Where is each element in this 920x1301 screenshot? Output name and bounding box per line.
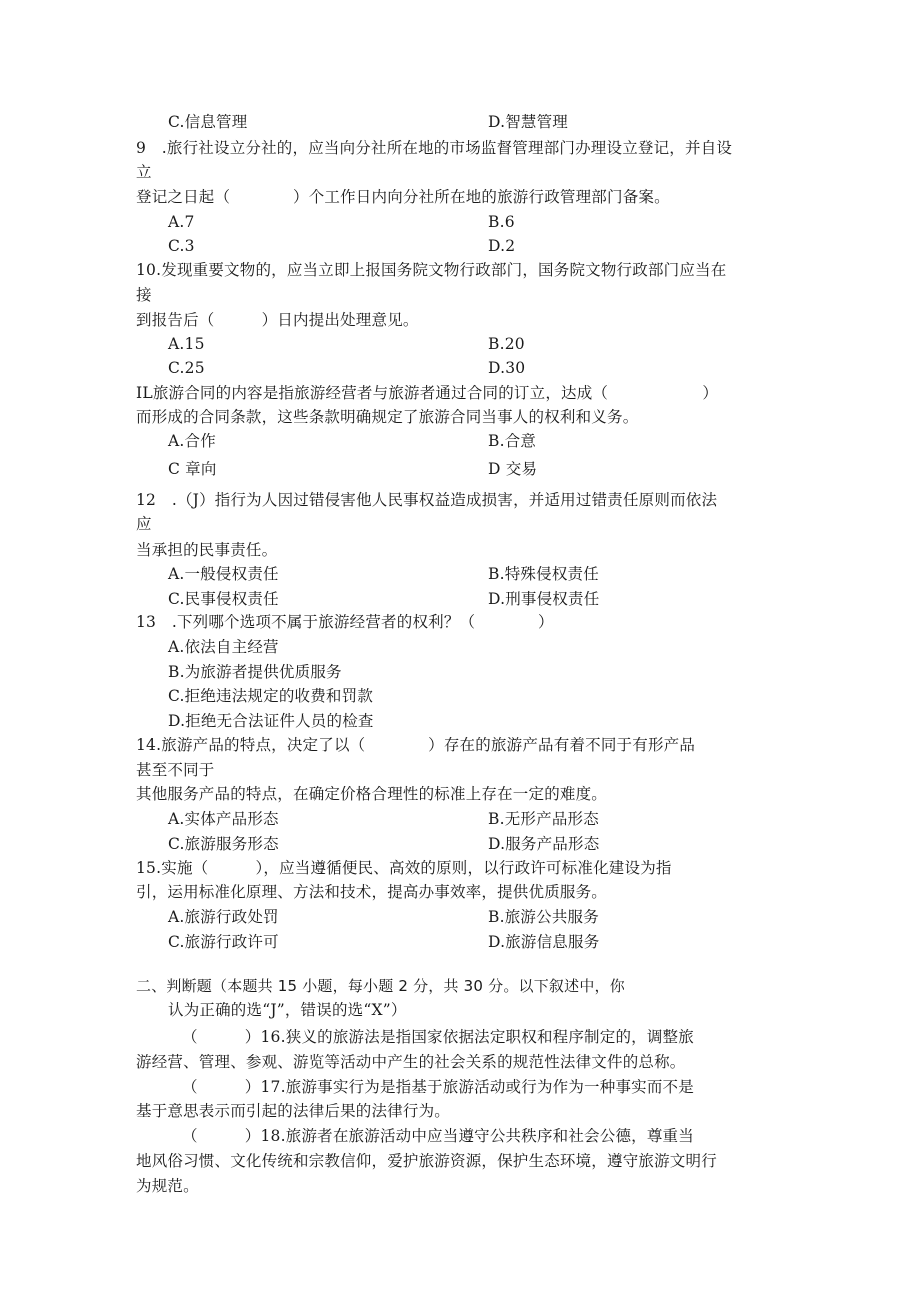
option-13c: C.拒绝违法规定的收费和罚款 (168, 687, 374, 705)
question-15-line-1: 15.实施（ ），应当遵循便民、高效的原则，以行政许可标准化建设为指 (136, 859, 672, 877)
option-14d: D.服务产品形态 (488, 835, 600, 853)
question-10-line-3: 到报告后（ ）日内提出处理意见。 (136, 311, 419, 329)
judge-18-line-3: 为规范。 (136, 1177, 199, 1195)
option-15a: A.旅游行政处罚 (168, 908, 279, 926)
option-14b: B.无形产品形态 (488, 810, 599, 828)
judge-16-line-1: （ ）16.狭义的旅游法是指国家依据法定职权和程序制定的，调整旅 (182, 1028, 694, 1046)
option-15c: C.旅游行政许可 (168, 933, 279, 951)
question-14-line-3: 其他服务产品的特点，在确定价格合理性的标准上存在一定的难度。 (136, 785, 608, 803)
option-9c: C.3 (168, 237, 195, 255)
option-13d: D.拒绝无合法证件人员的检查 (168, 712, 374, 730)
option-12a: A.一般侵权责任 (168, 565, 279, 583)
question-10-line-2: 接 (136, 286, 152, 304)
judge-18-line-1: （ ）18.旅游者在旅游活动中应当遵守公共秩序和社会公德，尊重当 (182, 1127, 694, 1145)
option-15d: D.旅游信息服务 (488, 933, 600, 951)
option-10a: A.15 (168, 335, 205, 353)
option-13b: B.为旅游者提供优质服务 (168, 663, 342, 681)
option-11d: D 交易 (488, 460, 538, 478)
option-9a: A.7 (168, 213, 195, 231)
option-8d: D.智慧管理 (488, 113, 569, 131)
option-10c: C.25 (168, 359, 205, 377)
question-9-line-2: 立 (136, 163, 152, 181)
question-15-line-2: 引，运用标准化原理、方法和技术，提高办事效率，提供优质服务。 (136, 883, 608, 901)
option-10b: B.20 (488, 335, 525, 353)
option-13a: A.依法自主经营 (168, 638, 279, 656)
judge-17-line-2: 基于意思表示而引起的法律后果的法律行为。 (136, 1102, 451, 1120)
option-15b: B.旅游公共服务 (488, 908, 599, 926)
option-11c: C 章向 (168, 460, 217, 478)
question-12-line-3: 当承担的民事责任。 (136, 541, 278, 559)
question-11-line-2: 而形成的合同条款，这些条款明确规定了旅游合同当事人的权利和义务。 (136, 408, 639, 426)
question-11-line-1: IL旅游合同的内容是指旅游经营者与旅游者通过合同的订立，达成（ ） (136, 384, 719, 402)
question-9-line-3: 登记之日起（ ）个工作日内向分社所在地的旅游行政管理部门备案。 (136, 188, 670, 206)
option-10d: D.30 (488, 359, 526, 377)
judge-18-line-2: 地风俗习惯、文化传统和宗教信仰，爱护旅游资源，保护生态环境，遵守旅游文明行 (136, 1152, 717, 1170)
option-14c: C.旅游服务形态 (168, 835, 279, 853)
question-10-line-1: 10.发现重要文物的，应当立即上报国务院文物行政部门，国务院文物行政部门应当在 (136, 261, 727, 279)
section-2-instructions: 认为正确的选“J”，错误的选“X”） (168, 1001, 407, 1019)
judge-17-line-1: （ ）17.旅游事实行为是指基于旅游活动或行为作为一种事实而不是 (182, 1078, 694, 1096)
option-14a: A.实体产品形态 (168, 810, 279, 828)
option-9b: B.6 (488, 213, 515, 231)
judge-16-line-2: 游经营、管理、参观、游览等活动中产生的社会关系的规范性法律文件的总称。 (136, 1053, 686, 1071)
question-9-line-1: 9 .旅行社设立分社的，应当向分社所在地的市场监督管理部门办理设立登记，并自设 (136, 139, 733, 157)
section-2-heading: 二、判断题（本题共 15 小题，每小题 2 分，共 30 分。以下叙述中，你 (136, 977, 625, 995)
option-12b: B.特殊侵权责任 (488, 565, 599, 583)
option-9d: D.2 (488, 237, 516, 255)
option-11a: A.合作 (168, 432, 216, 450)
question-12-line-1: 12 .（J）指行为人因过错侵害他人民事权益造成损害，并适用过错责任原则而依法 (136, 491, 718, 509)
question-14-line-1: 14.旅游产品的特点，决定了以（ ）存在的旅游产品有着不同于有形产品 (136, 736, 696, 754)
option-8c: C.信息管理 (168, 113, 248, 131)
option-11b: B.合意 (488, 432, 537, 450)
question-12-line-2: 应 (136, 515, 152, 533)
question-14-line-2: 甚至不同于 (136, 761, 215, 779)
question-13: 13 .下列哪个选项不属于旅游经营者的权利？（ ） (136, 613, 554, 631)
option-12d: D.刑事侵权责任 (488, 590, 600, 608)
option-12c: C.民事侵权责任 (168, 590, 279, 608)
